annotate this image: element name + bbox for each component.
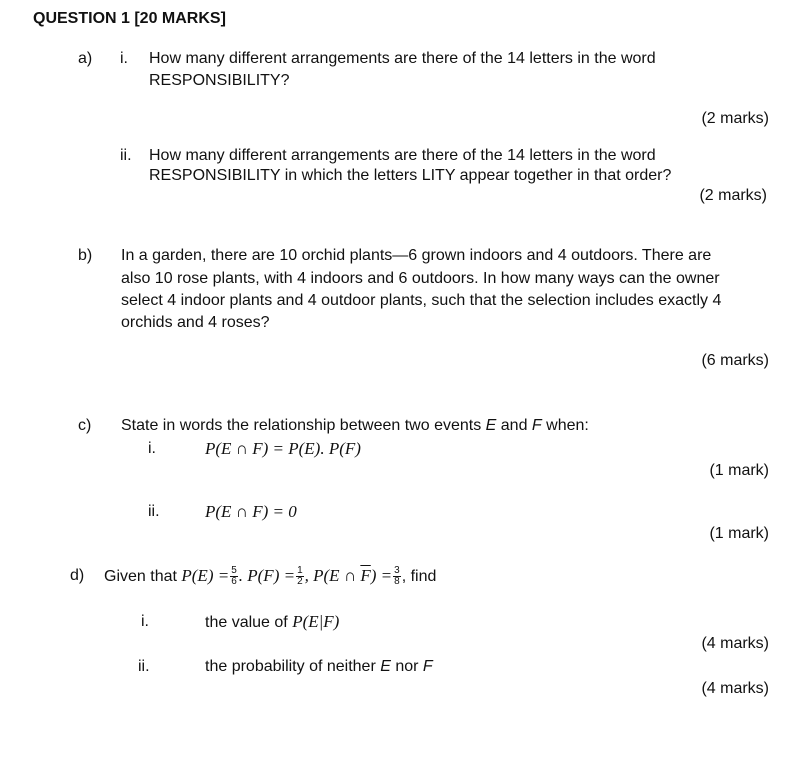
part-c-intro-pre: State in words the relationship between two events [121, 417, 486, 434]
part-c-intro-mid: and [496, 417, 532, 434]
part-c-ii-marks: (1 mark) [709, 525, 769, 542]
part-a-ii-line2: RESPONSIBILITY in which the letters LITY appear together in that order? [149, 167, 672, 184]
part-d-pe: P(E) = [181, 566, 230, 585]
part-a-ii-marks: (2 marks) [699, 187, 767, 204]
part-d-pf: . P(F) = [238, 566, 296, 585]
part-c-ii-label: ii. [148, 503, 160, 520]
part-b-line-1: In a garden, there are 10 orchid plants—6 grown indoors and 4 outdoors. There are [121, 247, 712, 264]
part-c-i-marks: (1 mark) [709, 462, 769, 479]
fraction-pefbar: $\frac{3}{8}$ [394, 565, 400, 588]
part-d-label: d) [70, 567, 85, 584]
part-c-intro [121, 416, 589, 436]
part-d-i-formula: P(E|F) [292, 612, 340, 631]
part-d-intro: Given that [104, 568, 177, 585]
part-b-line-2: also 10 rose plants, with 4 indoors and 6 outdoors. In how many ways can the owner [121, 270, 720, 287]
part-b-line-4: orchids and 4 roses? [121, 314, 270, 331]
part-d-ii-marks: (4 marks) [701, 680, 769, 697]
part-b-label: b) [78, 247, 93, 264]
part-d-ii-mid: nor [390, 658, 423, 675]
part-b-line-3: select 4 indoor plants and 4 outdoor plants, such that the selection includes exactly 4 [121, 292, 722, 309]
part-d-ii-pre: the probability of neither [205, 658, 381, 675]
part-a-i-line2: RESPONSIBILITY? [149, 72, 290, 89]
event-f: F [531, 417, 542, 434]
fraction-pe: $\frac{5}{6}$ [231, 565, 237, 588]
part-d-i-label: i. [141, 613, 149, 630]
event-e: E [485, 417, 497, 434]
part-a-ii-line1: How many different arrangements are there of the 14 letters in the word [149, 147, 656, 164]
part-a-label: a) [78, 50, 93, 67]
part-a-i-line1: How many different arrangements are there of the 14 letters in the word [149, 50, 656, 67]
part-a-i-marks: (2 marks) [701, 110, 769, 127]
part-d-i-words: the value of [205, 614, 288, 631]
page-title: QUESTION 1 [20 MARKS] [33, 10, 226, 27]
fraction-pf: $\frac{1}{2}$ [297, 565, 303, 588]
part-a-i-label: i. [120, 50, 128, 67]
part-b-marks: (6 marks) [701, 352, 769, 369]
part-d-ii-label: ii. [138, 658, 150, 675]
part-d-ii-f: F [422, 658, 433, 675]
part-d-ii-text [205, 657, 433, 677]
part-d-given [104, 562, 436, 591]
part-d-tail: , find [401, 568, 437, 585]
f-complement: $\overline{F}$ [360, 566, 371, 585]
part-a-ii-label: ii. [120, 147, 132, 164]
part-c-i-label: i. [148, 440, 156, 457]
part-d-i-marks: (4 marks) [701, 635, 769, 652]
part-c-i-formula: P(E ∩ F) = P(E). P(F) [205, 439, 361, 458]
part-d-pefbar-post: ) = [370, 566, 393, 585]
part-d-i-text [205, 612, 339, 633]
part-c-intro-post: when: [541, 417, 589, 434]
part-d-ii-e: E [380, 658, 391, 675]
part-c-label: c) [78, 417, 92, 434]
part-c-ii-formula: P(E ∩ F) = 0 [205, 502, 297, 521]
part-d-pefbar-pre: , P(E ∩ [304, 566, 361, 585]
